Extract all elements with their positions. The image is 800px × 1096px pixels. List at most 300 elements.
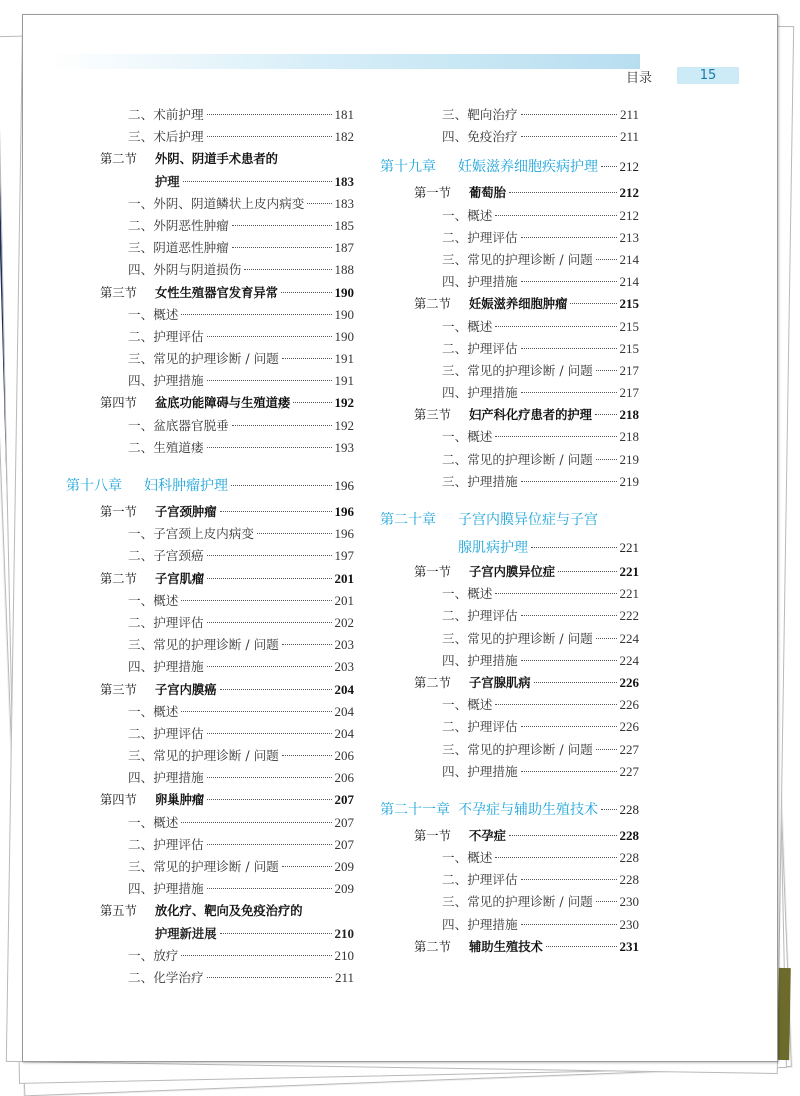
toc-entry-label: 二、护理评估 xyxy=(128,725,204,741)
toc-entry-title xyxy=(458,535,528,561)
dot-leader xyxy=(282,358,332,359)
toc-page-number: 211 xyxy=(334,969,354,985)
toc-entry-title xyxy=(414,672,531,694)
toc-entry-title xyxy=(128,856,279,878)
toc-entry-label: 二、护理评估 xyxy=(442,719,518,735)
dot-leader xyxy=(521,392,617,393)
toc-subentry xyxy=(380,449,639,471)
toc-subentry xyxy=(380,426,639,448)
toc-entry-label: 一、外阴、阴道鳞状上皮内病变 xyxy=(128,195,305,211)
toc-entry-label: 子宫内膜癌 xyxy=(155,682,217,697)
toc-entry-label: 三、常见的护理诊断 / 问题 xyxy=(442,362,593,378)
toc-page-number: 210 xyxy=(334,925,354,941)
toc-subentry xyxy=(380,104,639,126)
toc-entry-title xyxy=(128,523,254,545)
toc-entry-label: 二、常见的护理诊断 / 问题 xyxy=(442,451,593,467)
toc-subentry xyxy=(66,812,354,834)
toc-subentry xyxy=(380,338,639,360)
toc-left-column xyxy=(66,104,354,989)
dot-leader xyxy=(293,402,331,403)
toc-subentry xyxy=(380,360,639,382)
toc-entry-number: 第三节 xyxy=(100,285,137,300)
dot-leader xyxy=(207,799,331,800)
toc-entry-title xyxy=(128,348,279,370)
dot-leader xyxy=(596,638,617,639)
toc-subentry xyxy=(66,348,354,370)
dot-leader xyxy=(596,370,617,371)
toc-page-number: 207 xyxy=(334,836,354,852)
toc-entry-label: 二、护理评估 xyxy=(128,614,204,630)
dot-leader xyxy=(495,436,616,437)
toc-entry-label: 三、常见的护理诊断 / 问题 xyxy=(442,894,593,910)
toc-entry-title xyxy=(414,936,543,958)
toc-entry-label: 四、护理措施 xyxy=(442,916,518,932)
toc-page-number: 228 xyxy=(619,801,639,817)
toc-page-number: 185 xyxy=(334,217,354,233)
toc-entry-title xyxy=(128,437,204,459)
toc-entry-title xyxy=(380,505,598,535)
toc-entry-title xyxy=(128,326,204,348)
toc-page-number: 228 xyxy=(619,872,639,888)
toc-entry-title xyxy=(442,249,593,271)
toc-spacer xyxy=(66,459,354,471)
toc-entry-title xyxy=(128,304,178,326)
toc-entry-title xyxy=(442,583,492,605)
toc-page-number: 196 xyxy=(334,504,354,519)
toc-entry-title xyxy=(442,605,518,627)
toc-entry-title xyxy=(380,795,598,825)
toc-page-number: 226 xyxy=(619,674,639,690)
toc-subentry xyxy=(380,227,639,249)
toc-entry-title xyxy=(442,316,492,338)
toc-page-number: 206 xyxy=(334,748,354,764)
toc-entry-title xyxy=(128,237,229,259)
toc-page-number: 202 xyxy=(334,614,354,630)
dot-leader xyxy=(207,380,332,381)
dot-leader xyxy=(207,733,332,734)
toc-entry-label: 四、外阴与阴道损伤 xyxy=(128,262,242,278)
dot-leader xyxy=(282,755,332,756)
header-section-label: 目录 xyxy=(626,71,653,86)
book-back-edge xyxy=(777,968,791,1060)
toc-page-number: 211 xyxy=(619,129,639,145)
toc-page-number: 221 xyxy=(619,564,639,579)
toc-entry-title xyxy=(128,812,178,834)
toc-subentry xyxy=(66,523,354,545)
toc-entry-label: 一、概述 xyxy=(442,586,493,602)
toc-page-number: 196 xyxy=(334,478,354,493)
dot-leader xyxy=(207,977,332,978)
dot-leader xyxy=(521,660,617,661)
dot-leader xyxy=(558,571,616,572)
toc-subentry xyxy=(66,437,354,459)
toc-subentry xyxy=(66,878,354,900)
toc-page-number: 190 xyxy=(334,328,354,344)
toc-subentry xyxy=(380,891,639,913)
toc-entry-label: 二、护理评估 xyxy=(128,836,204,852)
toc-entry-title xyxy=(442,449,593,471)
toc-subentry xyxy=(66,701,354,723)
toc-entry-title xyxy=(128,656,204,678)
toc-entry-number: 第十八章 xyxy=(66,478,122,494)
dot-leader xyxy=(509,192,617,193)
toc-subentry xyxy=(66,945,354,967)
toc-page-number: 207 xyxy=(334,814,354,830)
toc-entry-title xyxy=(442,716,518,738)
dot-leader xyxy=(232,425,332,426)
toc-entry-label: 三、常见的护理诊断 / 问题 xyxy=(128,637,279,653)
toc-page-number: 212 xyxy=(619,185,639,201)
toc-entry-label: 子宫腺肌病 xyxy=(469,675,531,690)
toc-page-number: 217 xyxy=(619,385,639,401)
toc-subentry xyxy=(380,847,639,869)
toc-page-number: 224 xyxy=(619,630,639,646)
toc-entry-label: 四、护理措施 xyxy=(128,770,204,786)
dot-leader xyxy=(521,281,617,282)
dot-leader xyxy=(220,511,332,512)
toc-page-number: 217 xyxy=(619,362,639,378)
toc-page-number: 209 xyxy=(334,859,354,874)
toc-page-number: 190 xyxy=(334,284,354,300)
toc-page-number: 211 xyxy=(619,107,639,122)
toc-entry-label: 葡萄胎 xyxy=(469,186,506,201)
toc-entry-label: 妇产科化疗患者的护理 xyxy=(469,408,592,423)
toc-section-entry xyxy=(380,936,639,958)
toc-entry-label: 护理新进展 xyxy=(155,926,217,941)
dot-leader xyxy=(521,237,617,238)
toc-entry-label: 一、概述 xyxy=(442,318,493,334)
toc-entry-label: 妇科肿瘤护理 xyxy=(144,478,228,494)
toc-page-number: 188 xyxy=(334,262,354,278)
toc-section-entry xyxy=(66,392,354,414)
toc-page-number: 204 xyxy=(334,681,354,697)
toc-entry-title xyxy=(442,694,492,716)
dot-leader xyxy=(521,481,617,482)
toc-entry-number: 第二十章 xyxy=(380,512,436,528)
toc-page-number: 190 xyxy=(334,306,354,322)
toc-subentry xyxy=(66,834,354,856)
toc-page-number: 213 xyxy=(619,229,639,245)
toc-entry-label: 一、概述 xyxy=(128,814,179,830)
dot-leader xyxy=(495,593,616,594)
toc-subentry xyxy=(66,259,354,281)
toc-entry-title xyxy=(442,761,518,783)
toc-page-number: 212 xyxy=(619,207,639,223)
toc-page-number: 228 xyxy=(619,827,639,843)
toc-entry-label: 子宫颈肿瘤 xyxy=(155,505,217,519)
toc-entry-label: 一、概述 xyxy=(442,429,493,445)
dot-leader xyxy=(521,114,617,115)
toc-entry-title xyxy=(128,215,229,237)
toc-entry-title xyxy=(155,923,217,945)
toc-page-number: 214 xyxy=(619,251,639,267)
toc-entry-title xyxy=(442,126,518,148)
toc-subentry xyxy=(380,271,639,293)
toc-entry-label: 二、护理评估 xyxy=(442,608,518,624)
toc-subentry xyxy=(66,745,354,767)
toc-entry-label: 一、放疗 xyxy=(128,947,179,963)
toc-page-number: 192 xyxy=(334,395,354,411)
dot-leader xyxy=(596,459,617,460)
toc-subentry xyxy=(66,104,354,126)
toc-entry-label: 四、护理措施 xyxy=(442,652,518,668)
toc-subentry xyxy=(66,545,354,567)
dot-leader xyxy=(495,857,616,858)
toc-entry-label: 一、概述 xyxy=(128,703,179,719)
toc-section-entry xyxy=(380,561,639,583)
toc-page-number: 206 xyxy=(334,770,354,786)
toc-entry-label: 护理 xyxy=(155,174,180,189)
toc-subentry xyxy=(66,415,354,437)
toc-page-number: 187 xyxy=(334,240,354,256)
toc-entry-label: 三、常见的护理诊断 / 问题 xyxy=(128,748,279,764)
toc-subentry xyxy=(380,316,639,338)
toc-entry-label: 三、常见的护理诊断 / 问题 xyxy=(442,630,593,646)
toc-entry-label: 卵巢肿瘤 xyxy=(155,793,205,808)
toc-entry-title xyxy=(414,404,592,426)
dot-leader xyxy=(596,749,617,750)
toc-subentry xyxy=(380,761,639,783)
toc-entry-number: 第二节 xyxy=(414,675,451,690)
toc-section-continuation xyxy=(66,923,354,945)
toc-subentry xyxy=(66,326,354,348)
dot-leader xyxy=(495,326,616,327)
toc-entry-label: 不孕症与辅助生殖技术 xyxy=(458,801,598,818)
dot-leader xyxy=(570,303,616,304)
toc-entry-title xyxy=(128,104,204,126)
toc-entry-number: 第二节 xyxy=(100,571,137,586)
toc-entry-label: 盆底功能障碍与生殖道瘘 xyxy=(155,396,291,411)
dot-leader xyxy=(546,946,617,947)
toc-page-number: 183 xyxy=(334,195,354,211)
toc-entry-number: 第三节 xyxy=(414,408,451,423)
dot-leader xyxy=(531,547,617,548)
toc-entry-label: 子宫内膜异位症 xyxy=(469,565,556,579)
toc-subentry xyxy=(66,612,354,634)
toc-section-entry xyxy=(66,501,354,523)
dot-leader xyxy=(181,600,331,601)
toc-entry-title xyxy=(128,723,204,745)
toc-entry-number: 第三节 xyxy=(100,682,137,697)
toc-entry-label: 一、概述 xyxy=(128,592,179,608)
dot-leader xyxy=(534,682,617,683)
toc-entry-label: 四、护理措施 xyxy=(128,373,204,389)
toc-entry-title xyxy=(442,205,492,227)
toc-page-number: 218 xyxy=(619,407,639,423)
toc-entry-title xyxy=(128,193,304,215)
dot-leader xyxy=(207,844,332,845)
toc-entry-title xyxy=(128,945,178,967)
toc-entry-label: 二、外阴恶性肿瘤 xyxy=(128,217,229,233)
dot-leader xyxy=(207,136,332,137)
toc-entry-title xyxy=(442,869,518,891)
toc-page-number: 183 xyxy=(334,173,354,189)
dot-leader xyxy=(495,215,616,216)
toc-page-number: 219 xyxy=(619,473,639,489)
toc-page-number: 203 xyxy=(334,659,354,675)
toc-entry-title xyxy=(100,282,278,304)
toc-entry-label: 妊娠滋养细胞肿瘤 xyxy=(469,297,568,312)
toc-page-number: 197 xyxy=(334,548,354,564)
toc-page-number: 201 xyxy=(334,592,354,608)
dot-leader xyxy=(596,259,617,260)
toc-section-entry xyxy=(380,293,639,315)
toc-section-entry xyxy=(380,182,639,204)
toc-entry-label: 二、护理评估 xyxy=(442,229,518,245)
toc-page-number: 227 xyxy=(619,763,639,779)
toc-page-number: 214 xyxy=(619,274,639,290)
toc-page-number: 215 xyxy=(619,340,639,356)
toc-entry-title xyxy=(442,914,518,936)
toc-entry-title xyxy=(128,370,204,392)
toc-subentry xyxy=(66,370,354,392)
dot-leader xyxy=(207,555,332,556)
toc-entry-title xyxy=(414,561,555,583)
toc-entry-label: 腺肌病护理 xyxy=(458,540,528,556)
toc-page-number: 209 xyxy=(334,881,354,897)
toc-entry-number: 第一节 xyxy=(414,828,451,843)
toc-section-entry xyxy=(380,404,639,426)
toc-section-entry xyxy=(66,568,354,590)
toc-entry-title xyxy=(128,259,241,281)
toc-chapter-entry xyxy=(380,152,639,182)
toc-page-number: 218 xyxy=(619,429,639,445)
dot-leader xyxy=(181,711,331,712)
toc-entry-title xyxy=(380,152,598,182)
toc-page-number: 204 xyxy=(334,703,354,719)
dot-leader xyxy=(232,247,332,248)
toc-entry-number: 第二节 xyxy=(100,152,137,167)
dot-leader xyxy=(282,866,332,867)
dot-leader xyxy=(231,485,332,486)
toc-page-number: 221 xyxy=(619,586,639,602)
toc-entry-label: 四、护理措施 xyxy=(442,274,518,290)
dot-leader xyxy=(521,879,617,880)
header-page-number: 15 xyxy=(677,67,739,84)
toc-entry-label: 三、靶向治疗 xyxy=(442,107,518,122)
toc-entry-title xyxy=(100,900,303,922)
toc-entry-label: 二、生殖道瘘 xyxy=(128,439,204,455)
toc-page-number: 230 xyxy=(619,894,639,910)
toc-page-number: 196 xyxy=(334,526,354,542)
toc-page-number: 224 xyxy=(619,652,639,668)
toc-entry-label: 四、护理措施 xyxy=(442,763,518,779)
toc-entry-number: 第五节 xyxy=(100,904,137,919)
toc-subentry xyxy=(380,650,639,672)
toc-subentry xyxy=(380,628,639,650)
toc-page-number: 226 xyxy=(619,719,639,735)
toc-subentry xyxy=(66,767,354,789)
toc-entry-title xyxy=(442,471,518,493)
toc-entry-title xyxy=(128,545,204,567)
toc-entry-title xyxy=(442,891,593,913)
toc-entry-title xyxy=(414,825,506,847)
toc-chapter-entry xyxy=(380,505,639,535)
toc-entry-label: 一、概述 xyxy=(442,207,493,223)
toc-page-number: 212 xyxy=(619,159,639,175)
toc-subentry xyxy=(380,471,639,493)
toc-subentry xyxy=(66,967,354,989)
toc-entry-label: 外阴、阴道手术患者的 xyxy=(155,152,278,167)
toc-page-number: 227 xyxy=(619,741,639,757)
toc-entry-label: 放化疗、靶向及免疫治疗的 xyxy=(155,904,303,919)
toc-entry-title xyxy=(442,360,593,382)
toc-entry-title xyxy=(128,590,178,612)
toc-entry-title xyxy=(414,293,567,315)
toc-page-number: 203 xyxy=(334,637,354,653)
toc-entry-title xyxy=(128,967,204,989)
toc-chapter-entry xyxy=(380,795,639,825)
toc-page-number: 210 xyxy=(334,947,354,963)
toc-subentry xyxy=(380,914,639,936)
toc-right-column xyxy=(380,104,639,958)
dot-leader xyxy=(521,726,617,727)
toc-entry-title xyxy=(128,634,279,656)
dot-leader xyxy=(232,225,332,226)
toc-subentry xyxy=(66,215,354,237)
toc-entry-title xyxy=(442,104,518,126)
toc-entry-label: 三、护理措施 xyxy=(442,473,518,489)
toc-entry-label: 三、常见的护理诊断 / 问题 xyxy=(128,859,279,874)
dot-leader xyxy=(220,933,332,934)
toc-page-number: 221 xyxy=(619,540,639,555)
dot-leader xyxy=(521,136,617,137)
toc-entry-label: 妊娠滋养细胞疾病护理 xyxy=(458,159,598,176)
dot-leader xyxy=(521,924,617,925)
toc-entry-title xyxy=(155,171,180,193)
dot-leader xyxy=(307,203,331,204)
toc-subentry xyxy=(380,583,639,605)
toc-subentry xyxy=(66,856,354,878)
dot-leader xyxy=(181,822,331,823)
dot-leader xyxy=(595,414,617,415)
toc-section-continuation xyxy=(66,171,354,193)
toc-page-number: 228 xyxy=(619,850,639,866)
toc-page-number: 215 xyxy=(619,296,639,312)
toc-entry-label: 二、子宫颈癌 xyxy=(128,548,204,564)
dot-leader xyxy=(181,314,331,315)
toc-section-entry xyxy=(66,282,354,304)
dot-leader xyxy=(509,835,617,836)
toc-subentry xyxy=(380,869,639,891)
toc-subentry xyxy=(66,656,354,678)
toc-section-entry xyxy=(380,672,639,694)
toc-entry-title xyxy=(442,382,518,404)
toc-spacer xyxy=(380,493,639,505)
dot-leader xyxy=(207,336,332,337)
toc-entry-title xyxy=(128,745,279,767)
toc-subentry xyxy=(380,739,639,761)
toc-entry-label: 三、常见的护理诊断 / 问题 xyxy=(442,251,593,267)
toc-section-entry xyxy=(380,825,639,847)
toc-entry-title xyxy=(128,878,204,900)
toc-entry-number: 第四节 xyxy=(100,396,137,411)
toc-entry-title xyxy=(66,471,228,501)
dot-leader xyxy=(281,292,332,293)
toc-entry-label: 三、常见的护理诊断 / 问题 xyxy=(128,351,279,367)
toc-entry-label: 四、护理措施 xyxy=(128,659,204,675)
toc-entry-title xyxy=(128,767,204,789)
toc-entry-label: 辅助生殖技术 xyxy=(469,939,543,954)
toc-entry-label: 二、化学治疗 xyxy=(128,969,204,985)
toc-entry-label: 一、子宫颈上皮内病变 xyxy=(128,526,254,542)
toc-subentry xyxy=(380,716,639,738)
toc-entry-title xyxy=(442,739,593,761)
toc-subentry xyxy=(380,126,639,148)
toc-page-number: 182 xyxy=(334,129,354,145)
toc-page-number: 230 xyxy=(619,916,639,932)
toc-page-number: 231 xyxy=(619,938,639,954)
